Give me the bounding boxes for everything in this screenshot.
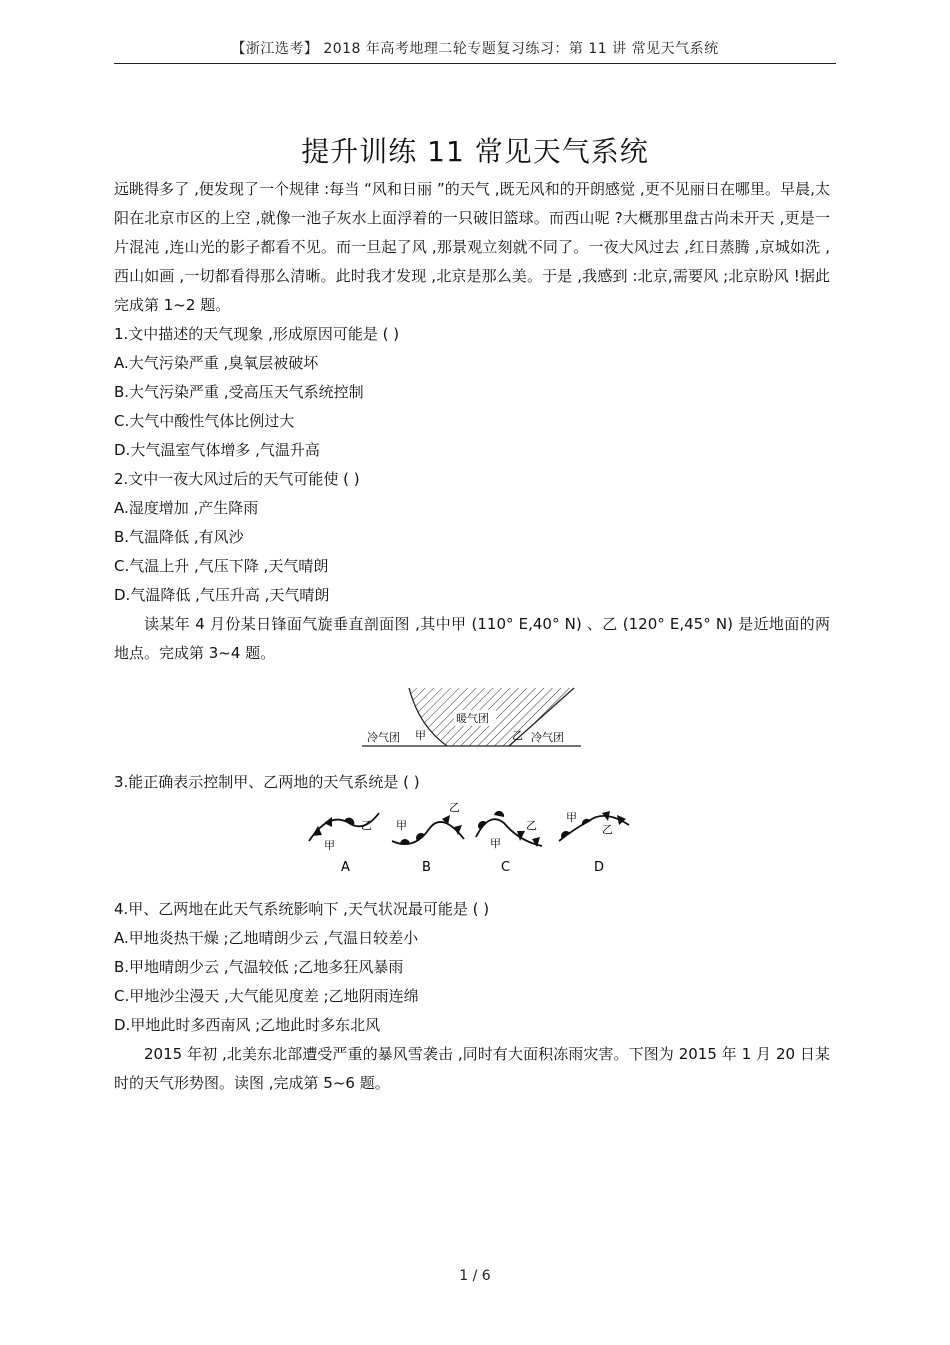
question-2 — [114, 465, 830, 610]
option-b: B.甲地晴朗少云 ,气温较低 ;乙地多狂风暴雨 — [114, 958, 404, 976]
question-stem: 2.文中一夜大风过后的天气可能使 ( ) — [114, 470, 360, 488]
jia-label: 甲 — [324, 839, 335, 852]
warm-front-semicircle — [416, 833, 425, 841]
option-b-diagram — [392, 801, 464, 875]
cold-front-triangle — [617, 815, 626, 825]
warm-front-semicircle — [582, 819, 591, 825]
yi-label: 乙 — [526, 819, 537, 832]
jia-label: 甲 — [415, 729, 426, 742]
option-a: A.甲地炎热干燥 ;乙地晴朗少云 ,气温日较差小 — [114, 929, 419, 947]
passage-q5-6-intro: 2015 年初 ,北美东北部遭受严重的暴风雪袭击 ,同时有大面积冻雨灾害。下图为 2015 年 1 月 20 日某时的天气形势图。读图 ,完成第 5~6 题。 — [114, 1045, 830, 1092]
question-3-stem: 3.能正确表示控制甲、乙两地的天气系统是 ( ) — [114, 773, 420, 791]
warm-front-semicircle — [561, 831, 570, 839]
option-c-diagram — [476, 811, 542, 875]
yi-label: 乙 — [361, 819, 372, 832]
warm-front-semicircle — [494, 811, 504, 817]
option-d: D.甲地此时多西南风 ;乙地此时多东北风 — [114, 1016, 381, 1034]
option-letter-b: B — [422, 860, 431, 875]
option-letter-d: D — [594, 860, 605, 875]
option-a: A.大气污染严重 ,臭氧层被破坏 — [114, 354, 319, 372]
option-c: C.甲地沙尘漫天 ,大气能见度差 ;乙地阴雨连绵 — [114, 987, 419, 1005]
warm-air-label: 暖气团 — [456, 712, 489, 725]
cold-air-label-left: 冷气团 — [367, 731, 400, 744]
intro-passage: 远眺得多了 ,便发现了一个规律 :每当 “风和日丽 ”的天气 ,既无风和的开朗感觉 ,更不见丽日在哪里。早晨,太阳在北京市区的上空 ,就像一池子灰水上面浮着的一只破旧篮球。而西山呢 ?大概那里盘古尚未开天 ,更是一片混沌 ,连山光的影子都看不见。而一旦起了风 ,那景观立刻就不同了。一夜大风过去 ,红日蒸腾 ,京城如洗 ,西山如画 ,一切都看得那么清晰。此时我才发现 ,北京是那么美。于是 ,我感到 :北京,需要风 ;北京盼风 !据此完成第 1~2 题。 — [114, 180, 830, 314]
option-letter-a: A — [341, 860, 350, 875]
option-a: A.湿度增加 ,产生降雨 — [114, 499, 259, 517]
question-1 — [114, 320, 830, 465]
frontal-cross-section-figure — [359, 686, 584, 752]
jia-label: 甲 — [566, 811, 577, 824]
question-stem: 4.甲、乙两地在此天气系统影响下 ,天气状况最可能是 ( ) — [114, 900, 490, 918]
option-c: C.气温上升 ,气压下降 ,天气晴朗 — [114, 557, 329, 575]
option-d: D.大气温室气体增多 ,气温升高 — [114, 441, 320, 459]
question-stem: 1.文中描述的天气现象 ,形成原因可能是 ( ) — [114, 325, 400, 343]
option-b: B.大气污染严重 ,受高压天气系统控制 — [114, 383, 364, 401]
option-d: D.气温降低 ,气压升高 ,天气晴朗 — [114, 586, 330, 604]
option-a-diagram — [309, 813, 379, 875]
cold-front-triangle — [324, 817, 332, 827]
option-letter-c: C — [501, 860, 511, 875]
option-b: B.气温降低 ,有风沙 — [114, 528, 244, 546]
jia-label: 甲 — [396, 819, 407, 832]
page-header: 【浙江选考】 2018 年高考地理二轮专题复习练习：第 11 讲 常见天气系统 — [231, 41, 719, 57]
page-title: 提升训练 11 常见天气系统 — [301, 135, 649, 168]
weather-system-options-figure — [304, 801, 639, 881]
warm-front-semicircle — [400, 839, 410, 844]
option-c: C.大气中酸性气体比例过大 — [114, 412, 295, 430]
yi-label: 乙 — [512, 729, 523, 742]
page-number: 1 / 6 — [459, 1268, 491, 1284]
option-d-diagram — [559, 811, 629, 875]
yi-label: 乙 — [602, 823, 613, 836]
cold-air-label-right: 冷气团 — [531, 731, 564, 744]
header-rule — [114, 63, 836, 64]
question-4 — [114, 895, 830, 1040]
document-body — [114, 175, 830, 1098]
yi-label: 乙 — [449, 801, 460, 814]
jia-label: 甲 — [490, 837, 501, 850]
passage-fig1-intro: 读某年 4 月份某日锋面气旋垂直剖面图 ,其中甲 (110° E,40° N) 、乙 (120° E,45° N) 是近地面的两地点。完成第 3~4 题。 — [114, 615, 830, 662]
